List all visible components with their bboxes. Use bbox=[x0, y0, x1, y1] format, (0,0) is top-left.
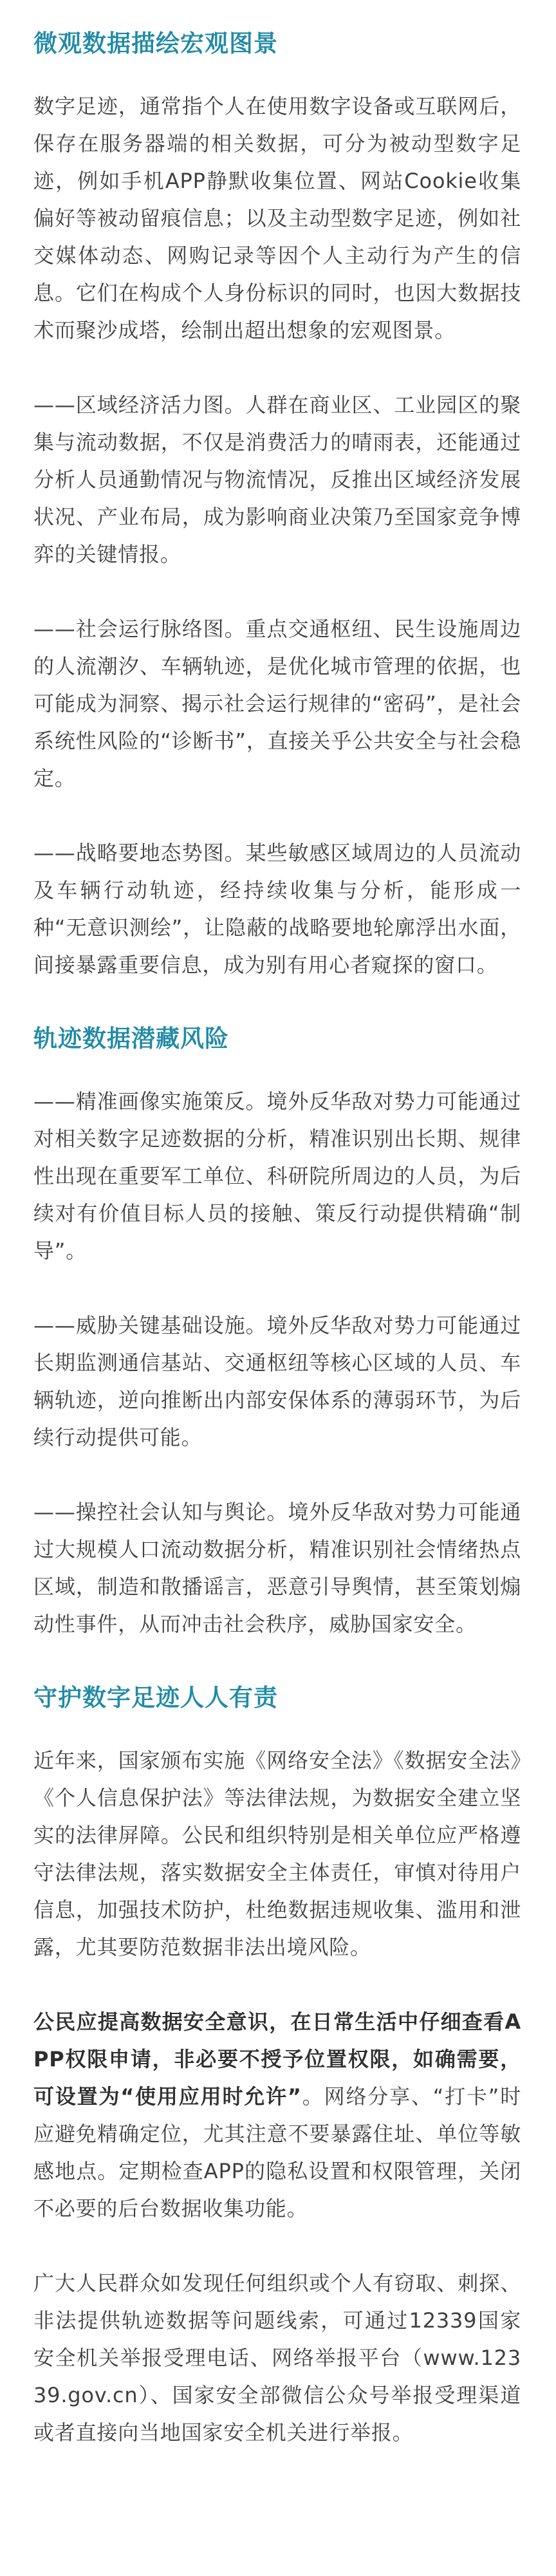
section-title-protect-footprint: 守护数字足迹人人有责 bbox=[33, 1684, 278, 1712]
section-title-trajectory-risk: 轨迹数据潜藏风险 bbox=[33, 1025, 229, 1052]
citizen-awareness-bold-text: 公民应提高数据安全意识，在日常生活中仔细查看APP权限申请，非必要不授予位置权限，如确需要，可设置为“使用应用时允许” bbox=[33, 2010, 521, 2109]
paragraph-laws: 近年来，国家颁布实施《网络安全法》《数据安全法》《个人信息保护法》等法律法规，为数据安全建立坚实的法律屏障。公民和组织特别是相关单位应严格遵守法律法规，落实数据安全主体责任，审慎对待用户信息，加强技术防护，杜绝数据违规收集、滥用和泄露，尤其要防范数据非法出境风险。 bbox=[33, 1748, 521, 1959]
paragraph-citizen-awareness bbox=[33, 2003, 521, 2227]
paragraph-social-operation: ——社会运行脉络图。重点交通枢纽、民生设施周边的人流潮汐、车辆轨迹，是优化城市管理的依据，也可能成为洞察、揭示社会运行规律的“密码”，是社会系统性风险的“诊断书”，直接关乎公共安全与社会稳定。 bbox=[33, 617, 521, 790]
paragraph-regional-economy: ——区域经济活力图。人群在商业区、工业园区的聚集与流动数据，不仅是消费活力的晴雨表，还能通过分析人员通勤情况与物流情况，反推出区域经济发展状况、产业布局，成为影响商业决策乃至国家竞争博弈的关键情报。 bbox=[33, 393, 521, 566]
paragraph-strategic-areas: ——战略要地态势图。某些敏感区域周边的人员流动及车辆行动轨迹，经持续收集与分析，能形成一种“无意识测绘”，让隐蔽的战略要地轮廓浮出水面，间接暴露重要信息，成为别有用心者窥探的窗口。 bbox=[33, 841, 521, 977]
paragraph-opinion-manipulation: ——操控社会认知与舆论。境外反华敌对势力可能通过大规模人口流动数据分析，精准识别社会情绪热点区域，制造和散播谣言，恶意引导舆情，甚至策划煽动性事件，从而冲击社会秩序，威胁国家安全。 bbox=[33, 1500, 521, 1636]
citizen-awareness-text: 。网络分享、“打卡”时应避免精确定位，尤其注意不要暴露住址、单位等敏感地点。定期检查APP的隐私设置和权限管理，关闭不必要的后台数据收集功能。 bbox=[33, 2084, 521, 2221]
paragraph-report-channels: 广大人民群众如发现任何组织或个人有窃取、刺探、非法提供轨迹数据等问题线索，可通过12339国家安全机关举报受理电话、网络举报平台（www.12339.gov.cn）、国家安全部微信公众号举报受理渠道或者直接向当地国家安全机关进行举报。 bbox=[33, 2271, 521, 2445]
section-title-micro-data: 微观数据描绘宏观图景 bbox=[33, 30, 278, 57]
paragraph-infrastructure-threat: ——威胁关键基础设施。境外反华敌对势力可能通过长期监测通信基站、交通枢纽等核心区域的人员、车辆轨迹，逆向推断出内部安保体系的薄弱环节，为后续行动提供可能。 bbox=[33, 1313, 521, 1450]
paragraph-precise-profiling: ——精准画像实施策反。境外反华敌对势力可能通过对相关数字足迹数据的分析，精准识别出长期、规律性出现在重要军工单位、科研院所周边的人员，为后续对有价值目标人员的接触、策反行动提供精确“制导”。 bbox=[33, 1089, 521, 1263]
paragraph-digital-footprint-intro: 数字足迹，通常指个人在使用数字设备或互联网后，保存在服务器端的相关数据，可分为被动型数字足迹，例如手机APP静默收集位置、网站Cookie收集偏好等被动留痕信息；以及主动型数字足迹，例如社交媒体动态、网购记录等因个人主动行为产生的信息。它们在构成个人身份标识的同时，也因大数据技术而聚沙成塔，绘制出超出想象的宏观图景。 bbox=[33, 94, 521, 342]
